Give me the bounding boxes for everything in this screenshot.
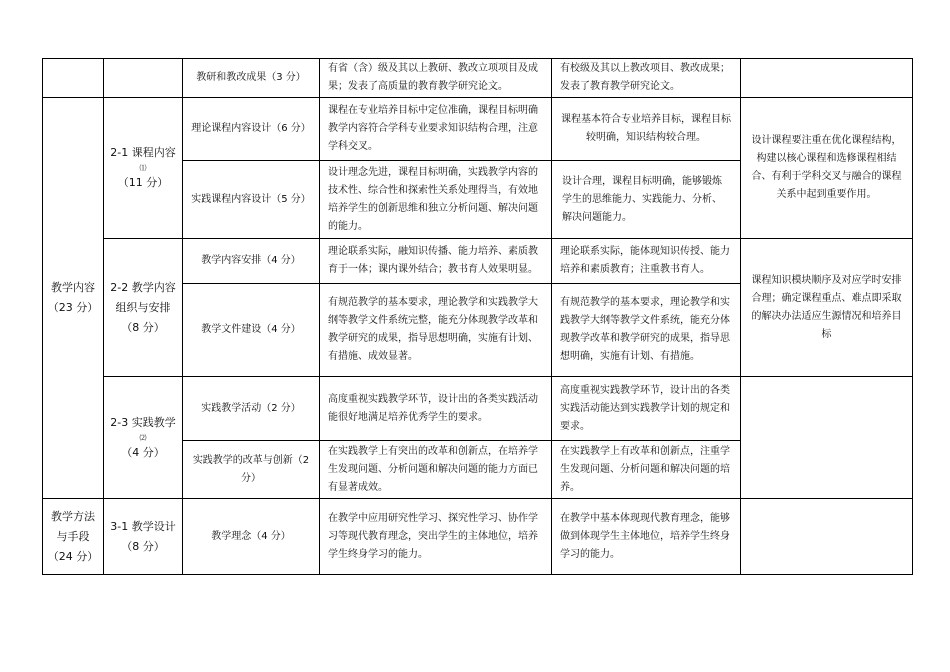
indicator-cell bbox=[183, 499, 319, 574]
qualified-criteria-text: 有校级及其以上教改项目、教改成果；发表了教育教学研究论文。 bbox=[560, 63, 730, 92]
qualified-criteria-text: 设计合理，课程目标明确，能够锻炼学生的思维能力、实践能力、分析、解决问题能力。 bbox=[562, 175, 722, 223]
qualified-criteria-cell bbox=[552, 59, 740, 97]
group-title: 2-3 实践教学 bbox=[110, 415, 176, 429]
qualified-criteria-cell bbox=[552, 161, 740, 238]
qualified-criteria-text: 理论联系实际，能体现知识传授、能力培养和素质教育；注重教书育人。 bbox=[560, 246, 730, 275]
group-title: 3-1 教学设计 bbox=[110, 519, 176, 533]
excellent-criteria-text: 理论联系实际，融知识传播、能力培养、素质教育于一体；课内课外结合；教书育人效果明显。 bbox=[328, 246, 538, 275]
note-cell bbox=[741, 98, 912, 238]
note-text: 设计课程要注重在优化课程结构，构建以核心课程和选修课程相结合、有利于学科交叉与融合的课程关系中起到重要作用。 bbox=[751, 135, 902, 200]
qualified-criteria-cell bbox=[552, 98, 740, 160]
excellent-criteria-text: 在教学中应用研究性学习、探究性学习、协作学习等现代教育理念，突出学生的主体地位，培养学生终身学习的能力。 bbox=[328, 512, 538, 560]
indicator-cell bbox=[183, 441, 319, 498]
indicator-label: 教学理念（4 分） bbox=[211, 530, 291, 542]
section-teaching-methods bbox=[43, 499, 103, 574]
group-score: （8 分） bbox=[121, 539, 165, 553]
qualified-criteria-text: 有规范教学的基本要求，理论教学和实践教学大纲等教学文件系统，能充分体现教学改革和教学研究的成果，指导思想明确，实施有计划、有措施。 bbox=[560, 297, 730, 362]
excellent-criteria-text: 在实践教学上有突出的改革和创新点，在培养学生发现问题、分析问题和解决问题的能力方面已有显著成效。 bbox=[328, 445, 538, 493]
indicator-cell bbox=[183, 98, 319, 160]
group-title: 2-2 教学内容组织与安排（8 分） bbox=[110, 280, 176, 334]
indicator-label: 教学内容安排（4 分） bbox=[201, 255, 301, 266]
excellent-criteria-text: 设计理念先进，课程目标明确，实践教学内容的技术性、综合性和探索性关系处理得当，有效地培养学生的创新思维和独立分析问题、解决问题的能力。 bbox=[328, 166, 538, 232]
excellent-criteria-cell bbox=[320, 98, 551, 160]
excellent-criteria-text: 有规范教学的基本要求，理论教学和实践教学大纲等教学文件系统完整，能充分体现教学改革和教学研究的成果，指导思想明确，实施有计划、有措施、成效显著。 bbox=[328, 297, 538, 362]
excellent-criteria-text: 有省（含）级及其以上教研、教改立项项目及成果；发表了高质量的教育教学研究论文。 bbox=[328, 63, 538, 92]
indicator-cell bbox=[183, 161, 319, 238]
section-title: 教学方法与手段（24 分） bbox=[47, 509, 99, 563]
indicator-label: 教研和教改成果（3 分） bbox=[196, 72, 306, 83]
qualified-criteria-text: 课程基本符合专业培养目标，课程目标较明确，知识结构较合理。 bbox=[561, 114, 731, 143]
excellent-criteria-text: 课程在专业培养目标中定位准确，课程目标明确教学内容符合学科专业要求知识结构合理，注意学科交叉。 bbox=[328, 105, 538, 152]
excellent-criteria-cell bbox=[320, 284, 551, 376]
indicator-label: 实践教学的改革与创新（2 分） bbox=[192, 454, 310, 484]
section-title: 教学内容 bbox=[51, 281, 95, 294]
footnote-marker: ⑴ bbox=[139, 164, 147, 172]
indicator-cell bbox=[183, 284, 319, 376]
qualified-criteria-cell bbox=[552, 284, 740, 376]
indicator-cell bbox=[183, 377, 319, 440]
excellent-criteria-cell bbox=[320, 377, 551, 440]
qualified-criteria-text: 在教学中基本体现现代教育理念，能够做到体现学生主体地位，培养学生终身学习的能力。 bbox=[560, 512, 730, 560]
qualified-criteria-cell bbox=[552, 377, 740, 440]
excellent-criteria-text: 高度重视实践教学环节，设计出的各类实践活动能很好地满足培养优秀学生的要求。 bbox=[328, 393, 538, 423]
group-score: （4 分） bbox=[121, 445, 165, 459]
indicator-label: 理论课程内容设计（6 分） bbox=[191, 123, 311, 134]
note-text: 课程知识模块顺序及对应学时安排合理；确定课程重点、难点即采取的解决办法适应生源情况和培养目标 bbox=[751, 274, 902, 340]
table-border bbox=[912, 58, 913, 575]
group-2-3-practical-teaching bbox=[104, 377, 182, 498]
qualified-criteria-cell bbox=[552, 441, 740, 498]
group-2-1-course-content bbox=[104, 98, 182, 238]
excellent-criteria-cell bbox=[320, 59, 551, 97]
group-score: （11 分） bbox=[117, 176, 169, 189]
indicator-label: 教学文件建设（4 分） bbox=[201, 324, 301, 335]
footnote-marker: ⑵ bbox=[139, 433, 147, 442]
excellent-criteria-cell bbox=[320, 441, 551, 498]
group-2-2-content-organization bbox=[104, 239, 182, 376]
qualified-criteria-text: 在实践教学上有改革和创新点，注重学生发现问题、分析问题和解决问题的培养。 bbox=[560, 445, 730, 493]
indicator-label: 实践教学活动（2 分） bbox=[201, 402, 301, 414]
group-3-1-teaching-design bbox=[104, 499, 182, 574]
qualified-criteria-cell bbox=[552, 499, 740, 574]
group-title: 2-1 课程内容 bbox=[110, 146, 176, 159]
excellent-criteria-cell bbox=[320, 239, 551, 283]
section-teaching-content bbox=[43, 98, 103, 498]
indicator-cell bbox=[183, 59, 319, 97]
excellent-criteria-cell bbox=[320, 161, 551, 238]
qualified-criteria-text: 高度重视实践教学环节，设计出的各类实践活动能达到实践教学计划的规定和要求。 bbox=[560, 384, 730, 432]
indicator-label: 实践课程内容设计（5 分） bbox=[191, 193, 311, 205]
indicator-cell bbox=[183, 239, 319, 283]
table-border bbox=[42, 574, 913, 575]
note-cell bbox=[741, 239, 912, 376]
excellent-criteria-cell bbox=[320, 499, 551, 574]
section-score: （23 分） bbox=[47, 301, 99, 314]
qualified-criteria-cell bbox=[552, 239, 740, 283]
